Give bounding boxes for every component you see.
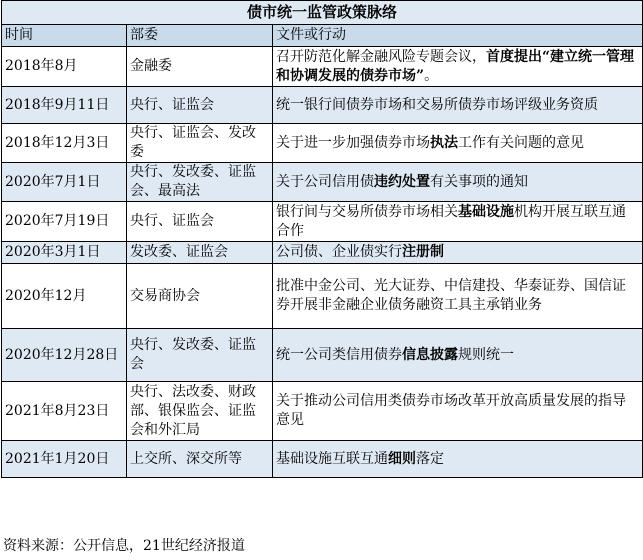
policy-table xyxy=(1,0,643,478)
cell-action-emphasis: 注册制 xyxy=(402,244,444,260)
table-row xyxy=(2,242,643,264)
cell-time: 2020年7月19日 xyxy=(2,202,127,242)
cell-dept: 上交所、深交所等 xyxy=(127,441,273,478)
cell-time: 2018年8月 xyxy=(2,47,127,87)
cell-action-emphasis: 基础设施 xyxy=(458,203,514,220)
cell-dept: 发改委、证监会 xyxy=(127,242,273,264)
cell-action-emphasis: 执法 xyxy=(430,134,458,151)
cell-action-emphasis: 违约处置 xyxy=(374,173,430,190)
table-row xyxy=(2,441,643,478)
cell-time: 2020年12月28日 xyxy=(2,329,127,382)
table-row xyxy=(2,47,643,87)
table-row xyxy=(2,87,643,124)
cell-action: 基础设施互联互通细则落定 xyxy=(273,441,643,478)
cell-action-emphasis: 首度提出“建立统一管理和协调发展的债券市场” xyxy=(276,48,635,84)
cell-dept: 金融委 xyxy=(127,47,273,87)
header-dept: 部委 xyxy=(127,25,273,47)
table-header-row xyxy=(2,25,643,47)
cell-action: 关于公司信用债违约处置有关事项的通知 xyxy=(273,163,643,202)
cell-dept: 央行、证监会 xyxy=(127,202,273,242)
cell-action: 公司债、企业债实行注册制 xyxy=(273,242,643,264)
cell-dept: 央行、证监会 xyxy=(127,87,273,124)
header-action: 文件或行动 xyxy=(273,25,643,47)
cell-dept: 交易商协会 xyxy=(127,264,273,329)
cell-dept: 央行、发改委、证监会、最高法 xyxy=(127,163,273,202)
table-row xyxy=(2,124,643,163)
cell-dept: 央行、发改委、证监会 xyxy=(127,329,273,382)
cell-dept: 央行、法改委、财政部、银保监会、证监会和外汇局 xyxy=(127,382,273,441)
cell-time: 2021年8月23日 xyxy=(2,382,127,441)
cell-time: 2018年9月11日 xyxy=(2,87,127,124)
cell-action: 银行间与交易所债券市场相关基础设施机构开展互联互通合作 xyxy=(273,202,643,242)
cell-action: 统一公司类信用债券信息披露规则统一 xyxy=(273,329,643,382)
cell-action-emphasis: 信息披露 xyxy=(402,346,458,363)
cell-action: 批准中金公司、光大证券、中信建投、华泰证券、国信证券开展非金融企业债务融资工具主承销业务 xyxy=(273,264,643,329)
cell-action: 关于进一步加强债券市场执法工作有关问题的意见 xyxy=(273,124,643,163)
cell-action: 关于推动公司信用类债券市场改革开放高质量发展的指导意见 xyxy=(273,382,643,441)
table-row xyxy=(2,382,643,441)
cell-action: 统一银行间债券市场和交易所债券市场评级业务资质 xyxy=(273,87,643,124)
table-title-row xyxy=(2,1,643,25)
cell-action: 召开防范化解金融风险专题会议，首度提出“建立统一管理和协调发展的债券市场”。 xyxy=(273,47,643,87)
cell-time: 2018年12月3日 xyxy=(2,124,127,163)
source-note: 资料来源：公开信息，21世纪经济报道 xyxy=(3,538,245,554)
cell-dept: 央行、证监会、发改委 xyxy=(127,124,273,163)
cell-time: 2020年3月1日 xyxy=(2,242,127,264)
table-body xyxy=(2,47,643,478)
cell-time: 2020年7月1日 xyxy=(2,163,127,202)
table-row xyxy=(2,163,643,202)
table-title: 债市统一监管政策脉络 xyxy=(2,1,643,25)
table-row xyxy=(2,202,643,242)
cell-time: 2021年1月20日 xyxy=(2,441,127,478)
cell-action-emphasis: 细则 xyxy=(388,450,416,467)
header-time: 时间 xyxy=(2,25,127,47)
cell-time: 2020年12月 xyxy=(2,264,127,329)
table-row xyxy=(2,329,643,382)
table-row xyxy=(2,264,643,329)
